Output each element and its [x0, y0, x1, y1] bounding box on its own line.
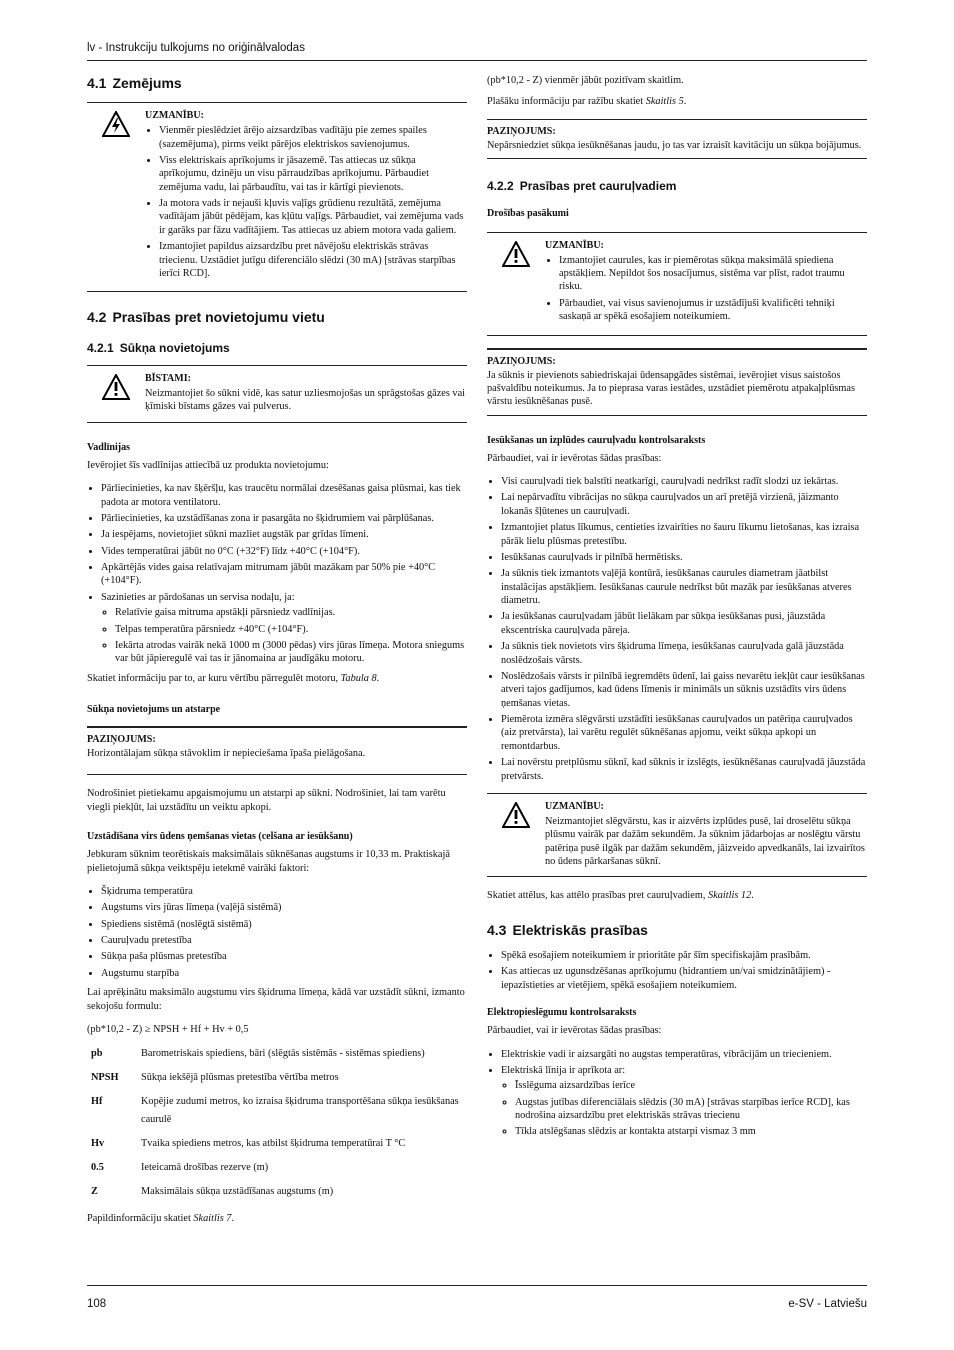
warning-triangle-icon	[487, 800, 545, 869]
pipe-checklist-intro: Pārbaudiet, vai ir ievērotas šādas prasības:	[487, 452, 662, 464]
notice-box-horizontal	[87, 726, 467, 775]
figure-5-link[interactable]: Skaitlis 5	[645, 96, 684, 108]
table-row: Z Maksimālais sūkņa uzstādīšanas augstums (m)	[91, 1186, 334, 1198]
section-4-2-1-title: 4.2.1 Sūkņa novietojums	[87, 340, 230, 355]
caution-label: UZMANĪBU:	[545, 800, 604, 812]
section-4-2-title: 4.2 Prasības pret novietojumu vietu	[87, 309, 325, 326]
footer-rule	[87, 1285, 867, 1286]
guidelines-intro: Ievērojiet šīs vadlīnijas attiecībā uz produkta novietojumu:	[87, 459, 329, 471]
list-item: • Sūkņa paša plūsmas pretestība	[101, 950, 467, 963]
list-item: • Pārliecinieties, ka nav šķēršļu, kas traucētu normālai dzesēšanas gaisa plūsmai, kas tiek padota ar motora ventilatoru.	[101, 482, 467, 509]
list-item: ◦ Īsslēguma aizsardzības ierīce	[515, 1079, 867, 1092]
list-item: • Viss elektriskais aprīkojums ir jāsazemē. Tas attiecas uz sūkņa aprīkojumu, dzinēju un visu pārraudzības aprīkojumu. Pārbaudiet zemējuma vadu, lai pārbaudītu, vai tas ir kārtīgi pievienots.	[159, 154, 467, 194]
notice-label: PAZIŅOJUMS:	[487, 355, 556, 367]
list-item: • Iesūkšanas cauruļvads ir pilnībā hermētisks.	[501, 551, 867, 564]
warning-triangle-icon	[87, 372, 145, 414]
caution-list	[145, 124, 467, 280]
symbols-table	[87, 1042, 467, 1204]
guidelines-list	[87, 482, 467, 666]
figure-12-link[interactable]: Skaitlis 12	[708, 890, 752, 902]
danger-label: BĪSTAMI:	[145, 373, 191, 385]
plate-info: Plašāku informāciju par ražību skatiet Skaitlis 5.	[487, 96, 687, 108]
notice-text: Ja sūknis ir pievienots sabiedriskajai ūdensapgādes sistēmai, ievērojiet visus saistošos pašvaldību noteikumus. Ja to pieprasa varas iestādes, uzstādiet piemērotu atpakaļplūsmas vārstu iesūknēšanas pusē.	[487, 369, 856, 408]
list-item: • Visi cauruļvadi tiek balstīti neatkarīgi, cauruļvadi nedrīkst radīt slodzi uz iekārtas.	[501, 475, 867, 488]
section-4-1-title: 4.1 Zemējums	[87, 75, 182, 91]
section-4-3-title: 4.3 Elektriskās prasības	[487, 921, 648, 938]
formula: (pb*10,2 - Z) ≥ NPSH + Hf + Hv + 0,5	[87, 1023, 249, 1035]
table-row: Hv Tvaika spiediens metros, kas atbilst šķidruma temperatūrai T °C	[91, 1138, 406, 1150]
guidelines-title: Vadlīnijas	[87, 441, 130, 453]
section-4-2-2-title: 4.2.2 Prasības pret cauruļvadiem	[487, 179, 677, 194]
danger-text: Neizmantojiet šo sūkni vidē, kas satur uzliesmojošas un sprāgstošas gāzes vai ķīmiski bīstams gāzes vai pulverus.	[145, 388, 465, 413]
caution-box-valve	[487, 793, 867, 878]
caution-list	[545, 254, 867, 324]
notice-box-capacity	[487, 119, 867, 159]
caution-text: Neizmantojiet slēgvārstu, kas ir aizvērts izplūdes pusē, lai droselētu sūkņa plūsmu vairāk par dažām sekundēm. Ja sūknim jādarbojas ar noslēgtu vārstu patēriņa pusē ilgāk par dažām sekundēm, jāizveido apvedkanāls, lai izvairītos no ūdens pārkaršanas sūknī.	[545, 815, 865, 868]
warning-triangle-icon	[487, 239, 545, 327]
lighting-text: Nodrošiniet pietiekamu apgaismojumu un atstarpi ap sūkni. Nodrošiniet, lai tam varētu viegli piekļūt, lai uzstādītu un veiktu apkopi.	[87, 788, 446, 813]
list-item: • Izmantojiet caurules, kas ir piemērotas sūkņa maksimālā spiediena apstākļiem. Nepildot šos nosacījumus, sistēma var plīst, radot traumu risku.	[559, 254, 867, 294]
list-item: • Vienmēr pieslēdziet ārējo aizsardzības vadītāju pie zemes spailes (sazemējuma), pirms veikt pārējos elektriskos savienojumus.	[159, 124, 467, 151]
notice-label: PAZIŅOJUMS:	[487, 125, 556, 137]
figure-7-link[interactable]: Skaitlis 7	[193, 1213, 232, 1225]
more-info: Papildinformāciju skatiet Skaitlis 7.	[87, 1213, 235, 1225]
list-item: • Izmantojiet platus līkumus, centieties izvairīties no šauru līkumu lietošanas, kas izraisa pārāk lielu plūsmas pretestību.	[501, 521, 867, 548]
table-row: NPSH Sūkņa iekšējā plūsmas pretestība vērtība metros	[91, 1072, 339, 1084]
lift-title: Uzstādīšana virs ūdens ņemšanas vietas (celšana ar iesūkšanu)	[87, 831, 353, 843]
page-number: 108	[87, 1298, 107, 1310]
electric-checklist	[487, 1048, 867, 1139]
list-item: ◦ Augstas jutības diferenciālais slēdzis (30 mA) [strāvas starpības ierīce RCD], kas nodrošina aizsardzību pret elektriskās strāvas triecienu	[515, 1096, 867, 1123]
caution-label: UZMANĪBU:	[545, 239, 604, 251]
electric-checklist-intro: Pārbaudiet, vai ir ievērotas šādas prasības:	[487, 1025, 662, 1037]
safety-title: Drošības pasākumi	[487, 207, 569, 219]
left-column	[87, 74, 467, 1232]
list-item: • Apkārtējās vides gaisa relatīvajam mitrumam jābūt mazākam par 50% pie +40°C (+104°F).	[101, 561, 467, 588]
pipe-checklist	[487, 475, 867, 783]
positive-note: (pb*10,2 - Z) vienmēr jābūt pozitīvam skaitlim.	[487, 75, 684, 86]
spacing-title: Sūkņa novietojums un atstarpe	[87, 704, 221, 716]
list-item: • Augstumu starpība	[101, 967, 467, 980]
list-item: • Spiediens sistēmā (noslēgtā sistēmā)	[101, 918, 467, 931]
factors-list	[87, 885, 467, 980]
header-rule	[87, 60, 867, 61]
page-header: lv - Instrukciju tulkojums no oriģinālvalodas	[87, 42, 305, 54]
list-item: • Pārliecinieties, ka uzstādīšanas zona ir pasargāta no šķidrumiem vai pārplūšanas.	[101, 512, 467, 525]
list-item: • Ja iespējams, novietojiet sūkni mazliet augstāk par grīdas līmeni.	[101, 528, 467, 541]
list-item: ◦ Relatīvie gaisa mitruma apstākļi pārsniedz vadlīnijas.	[115, 606, 467, 619]
right-column	[487, 74, 867, 1145]
notice-text: Nepārsniedziet sūkņa iesūknēšanas jaudu, jo tas var izraisīt kavitāciju un sūkņa bojājumus.	[487, 139, 862, 151]
list-item: • Ja motora vads ir nejauši kļuvis vaļīgs grūdienu rezultātā, zemējuma vadītājam jābūt pēdējam, kas kļūtu vaļīgs. Pārbaudiet, vai zemējuma vads ir garāks par fāzu vadītājiem. Tas attiecas uz abiem motora vada galiem.	[159, 197, 467, 237]
list-item: ◦ Telpas temperatūra pārsniedz +40°C (+104°F).	[115, 623, 467, 636]
list-item: • Noslēdzošais vārsts ir pilnībā iegremdēts ūdenī, lai gaiss nevarētu iekļūt caur iesūkšanas atveri tajos gadījumos, kad ūdens līmenis ir minimāls un sūknis uzstādīts virs ūdens ņemšanas vietas.	[501, 670, 867, 710]
contact-list	[101, 606, 467, 666]
list-item: • Ja sūknis tiek novietots virs šķidruma līmeņa, iesūkšanas cauruļvada galā jāuzstāda noslēdzošais vārsts.	[501, 640, 867, 667]
list-item: • Spēkā esošajiem noteikumiem ir prioritāte pār šīm specifiskajām prasībām.	[501, 949, 867, 962]
caution-label: UZMANĪBU:	[145, 110, 204, 122]
list-item: ◦ Iekārta atrodas vairāk nekā 1000 m (3000 pēdas) virs jūras līmeņa. Motora sniegums var būt jāpieregulē vai tas ir jānomaina ar jaudīgāku motoru.	[115, 639, 467, 666]
lift-intro: Jebkuram sūknim teorētiskais maksimālais sūknēšanas augstums ir 10,33 m. Praktiskajā pielietojumā sūkņa veiktspēju ietekmē vairāki faktori:	[87, 849, 450, 874]
list-item: • Elektriskā līnija ir aprīkota ar: ◦ Īsslēguma aizsardzības ierīce ◦ Augstas jutības diferenciālais slēdzis (30 mA) [strāvas starpības ierīce RCD], kas nodrošina aizsardzību pret elektriskās strāvas triecienu ◦ Tīkla atslēgšanas slēdzis ar kontakta atstarpi vismaz 3 mm	[501, 1064, 867, 1139]
table-row: 0.5 Ieteicamā drošības rezerve (m)	[91, 1162, 269, 1174]
table-row: pb Barometriskais spiediens, bāri (slēgtās sistēmās - sistēmas spiediens)	[91, 1048, 425, 1060]
line-items-list	[501, 1079, 867, 1139]
table-8-link[interactable]: Tabula 8	[340, 672, 377, 684]
notice-text: Horizontālajam sūkņa stāvoklim ir nepieciešama īpaša pielāgošana.	[87, 748, 366, 760]
list-item: • Šķidruma temperatūra	[101, 885, 467, 898]
list-item: • Ja iesūkšanas cauruļvadam jābūt lielākam par sūkņa iesūkšanas pusi, jāuzstāda ekscentriska cauruļvada pāreja.	[501, 610, 867, 637]
list-item: ◦ Tīkla atslēgšanas slēdzis ar kontakta atstarpi vismaz 3 mm	[515, 1125, 867, 1138]
list-item: • Cauruļvadu pretestība	[101, 934, 467, 947]
list-item: • Lai nepārvadītu vibrācijas no sūkņa cauruļvados un arī pretējā virzienā, jāizmanto lokanās šļūtenes un cauruļvadi.	[501, 491, 867, 518]
list-item: • Ja sūknis tiek izmantots vaļējā kontūrā, iesūkšanas caurules diametram jāatbilst instalācijas apstākļiem. Iesūkšanas caurule nedrīkst būt mazāk par iesūkšanas atveres diametru.	[501, 567, 867, 607]
list-item: • Sazinieties ar pārdošanas un servisa nodaļu, ja: ◦ Relatīvie gaisa mitruma apstākļi pārsniedz vadlīnijas. ◦ Telpas temperatūra pārsniedz +40°C (+104°F). ◦ Iekārta atrodas vairāk nekā 1000 m (3000 pēdas) virs jūras līmeņa. Motora sniegums var būt jāpieregulē vai tas ir jānomaina ar jaudīgāku motoru.	[101, 591, 467, 666]
formula-intro: Lai aprēķinātu maksimālo augstumu virs šķidruma līmeņa, kādā var uzstādīt sūkni, izmanto sekojošu formulu:	[87, 987, 465, 1012]
motor-ref: Skatiet informāciju par to, ar kuru vērtību pārregulēt motoru, Tabula 8.	[87, 672, 380, 684]
list-item: • Kas attiecas uz ugunsdzēšanas aprīkojumu (hidrantiem un/vai smidzinātājiem) - iepazīstieties ar vietējiem, spēkā esošajiem noteikumiem.	[501, 965, 867, 992]
list-item: • Vides temperatūrai jābūt no 0°C (+32°F) līdz +40°C (+104°F).	[101, 545, 467, 558]
list-item: • Piemērota izmēra slēgvārsti uzstādīti iesūkšanas cauruļvados un patēriņa cauruļvados (aiz pretvārsta), lai varētu regulēt sūknēšanas apjomu, veikt sūkņa apkopi un remontdarbus.	[501, 713, 867, 753]
list-item: • Izmantojiet papildus aizsardzību pret nāvējošu elektriskās strāvas triecienu. Uzstādiet jutīgu diferenciālo slēdzi (30 mA) [strāvas starpības ierīci RCD].	[159, 240, 467, 280]
notice-box-water-supply	[487, 348, 867, 416]
caution-box-pipes	[487, 232, 867, 336]
danger-box	[87, 365, 467, 423]
list-item: • Elektriskie vadi ir aizsargāti no augstas temperatūras, vibrācijām un triecieniem.	[501, 1048, 867, 1061]
electric-requirements-list	[487, 949, 867, 992]
list-item: • Pārbaudiet, vai visus savienojumus ir uzstādījuši kvalificēti tehniķi saskaņā ar spēkā esošajiem noteikumiem.	[559, 297, 867, 324]
electric-hazard-icon	[87, 109, 145, 283]
table-row: Hf Kopējie zudumi metros, ko izraisa šķidruma transportēšana sūkņa iesūkšanas caurulē	[91, 1096, 459, 1126]
list-item: • Augstums virs jūras līmeņa (vaļējā sistēmā)	[101, 901, 467, 914]
pipe-checklist-title: Iesūkšanas un izplūdes cauruļvadu kontrolsaraksts	[487, 434, 706, 446]
caution-box-grounding	[87, 102, 467, 292]
list-item: • Lai novērstu pretplūsmu sūknī, kad sūknis ir izslēgts, iesūknēšanas cauruļvadā jāuzstāda pretvārsts.	[501, 756, 867, 783]
pipe-fig-ref: Skatiet attēlus, kas attēlo prasības pret cauruļvadiem, Skaitlis 12.	[487, 890, 754, 902]
electric-checklist-title: Elektropieslēgumu kontrolsaraksts	[487, 1007, 637, 1019]
footer-doc-name: e-SV - Latviešu	[788, 1298, 867, 1310]
notice-label: PAZIŅOJUMS:	[87, 734, 156, 746]
